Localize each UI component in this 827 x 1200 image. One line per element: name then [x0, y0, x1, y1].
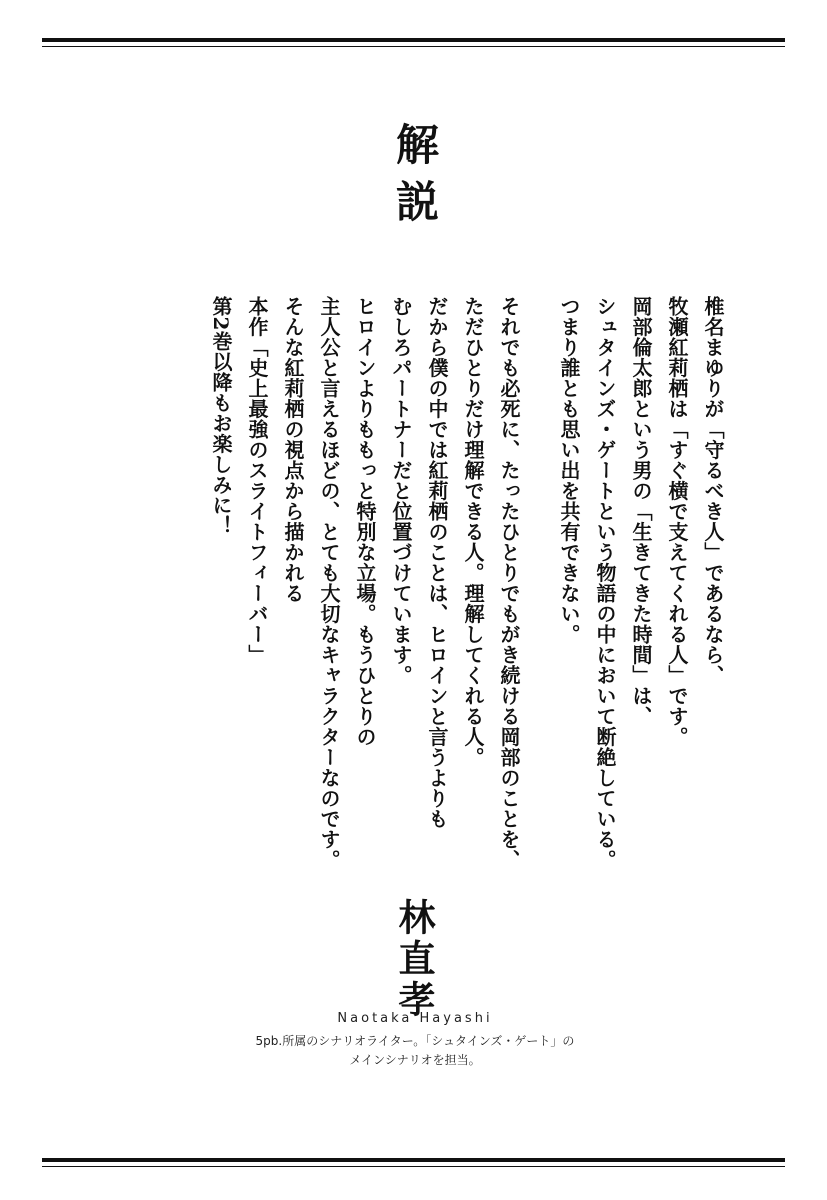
author-bio-line: 5pb.所属のシナリオライター。「シュタインズ・ゲート」の	[255, 1034, 575, 1048]
text-line: むしろパートナーだと位置づけています。	[389, 296, 413, 686]
text-line: だから僕の中では紅莉栖のことは、ヒロインと言うよりも	[425, 296, 449, 829]
text-line: シュタインズ・ゲートという物語の中において断絶している。	[593, 296, 617, 870]
text-line: そんな紅莉栖の視点から描かれる	[281, 296, 305, 604]
text-line: 主人公と言えるほどの、とても大切なキャラクターなのです。	[317, 296, 341, 870]
text-line: 牧瀬紅莉栖は「すぐ横で支えてくれる人」です。	[665, 296, 689, 747]
text-line: 第2巻以降もお楽しみに！	[209, 296, 233, 536]
text-line: ただひとりだけ理解できる人。理解してくれる人。	[461, 296, 485, 768]
text-line: 椎名まゆりが「守るべき人」であるなら、	[701, 296, 725, 686]
page-title: 解説	[389, 122, 439, 236]
top-border-rule	[42, 38, 785, 47]
author-bio-line: メインシナリオを担当。	[349, 1053, 481, 1067]
text-line: 本作「史上最強のスライトフィーバー」	[245, 296, 269, 665]
author-name: 林直孝	[392, 898, 436, 1021]
commentary-text	[203, 296, 731, 870]
text-line: 岡部倫太郎という男の「生きてきた時間」は、	[629, 296, 653, 727]
text-line: ヒロインよりももっと特別な立場。もうひとりの	[353, 296, 377, 747]
bottom-border-rule	[42, 1158, 785, 1167]
author-romaji: Naotaka Hayashi	[337, 1011, 493, 1026]
text-line: それでも必死に、たったひとりでもがき続ける岡部のことを、	[497, 296, 521, 870]
text-line: つまり誰とも思い出を共有できない。	[557, 296, 581, 645]
